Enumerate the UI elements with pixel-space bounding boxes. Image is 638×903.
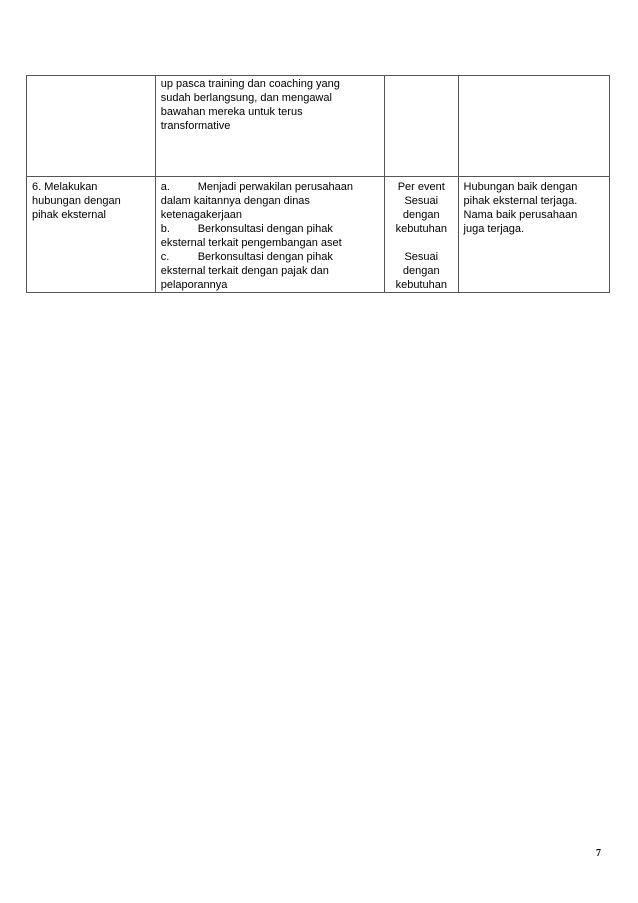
description-line: bawahan mereka untuk terus: [160, 106, 303, 118]
activity-cell: [27, 76, 156, 177]
frequency-line: dengan: [402, 265, 440, 277]
item-letter: a.: [160, 181, 170, 193]
activity-cell: [27, 177, 156, 293]
result-cell: [458, 177, 609, 293]
item-text: ketenagakerjaan: [160, 209, 243, 221]
frequency-line: Sesuai: [404, 251, 439, 263]
frequency-cell: [385, 177, 459, 293]
document-table: [26, 75, 610, 293]
description-line: sudah berlangsung, dan mengawal: [160, 92, 332, 104]
description-cell: [155, 177, 384, 293]
frequency-line: kebutuhan: [395, 279, 447, 291]
frequency-line: dengan: [402, 209, 440, 221]
result-line: juga terjaga.: [463, 223, 525, 235]
item-text: Berkonsultasi dengan pihak: [197, 223, 333, 235]
item-text: eksternal terkait dengan pajak dan: [160, 265, 329, 277]
item-text: Menjadi perwakilan perusahaan: [197, 181, 354, 193]
item-letter: c.: [160, 251, 170, 263]
frequency-gap: [390, 236, 453, 250]
result-line: Hubungan baik dengan: [463, 181, 578, 193]
result-line: Nama baik perusahaan: [463, 209, 578, 221]
frequency-line: kebutuhan: [395, 223, 447, 235]
activity-line: pihak eksternal: [32, 209, 106, 221]
result-line: pihak eksternal terjaga.: [463, 195, 578, 207]
item-text: Berkonsultasi dengan pihak: [197, 251, 333, 263]
item-letter: b.: [160, 223, 170, 235]
item-text: dalam kaitannya dengan dinas: [160, 195, 310, 207]
result-cell: [458, 76, 609, 177]
list-item-b: [161, 222, 379, 236]
frequency-line: Per event: [397, 181, 445, 193]
list-item-c: [161, 250, 379, 264]
frequency-line: Sesuai: [404, 195, 439, 207]
list-item-a: [161, 180, 379, 194]
table-row-6: [27, 177, 610, 293]
item-text: pelaporannya: [160, 279, 228, 291]
frequency-cell: [385, 76, 459, 177]
description-line: transformative: [160, 120, 231, 132]
description-cell: [155, 76, 384, 177]
table-row-continuation: [27, 76, 610, 177]
item-text: eksternal terkait pengembangan aset: [160, 237, 342, 249]
description-line: up pasca training dan coaching yang: [160, 78, 340, 90]
activity-line: 6. Melakukan: [32, 181, 98, 193]
activity-line: hubungan dengan: [32, 195, 121, 207]
page-number: 7: [596, 848, 601, 859]
